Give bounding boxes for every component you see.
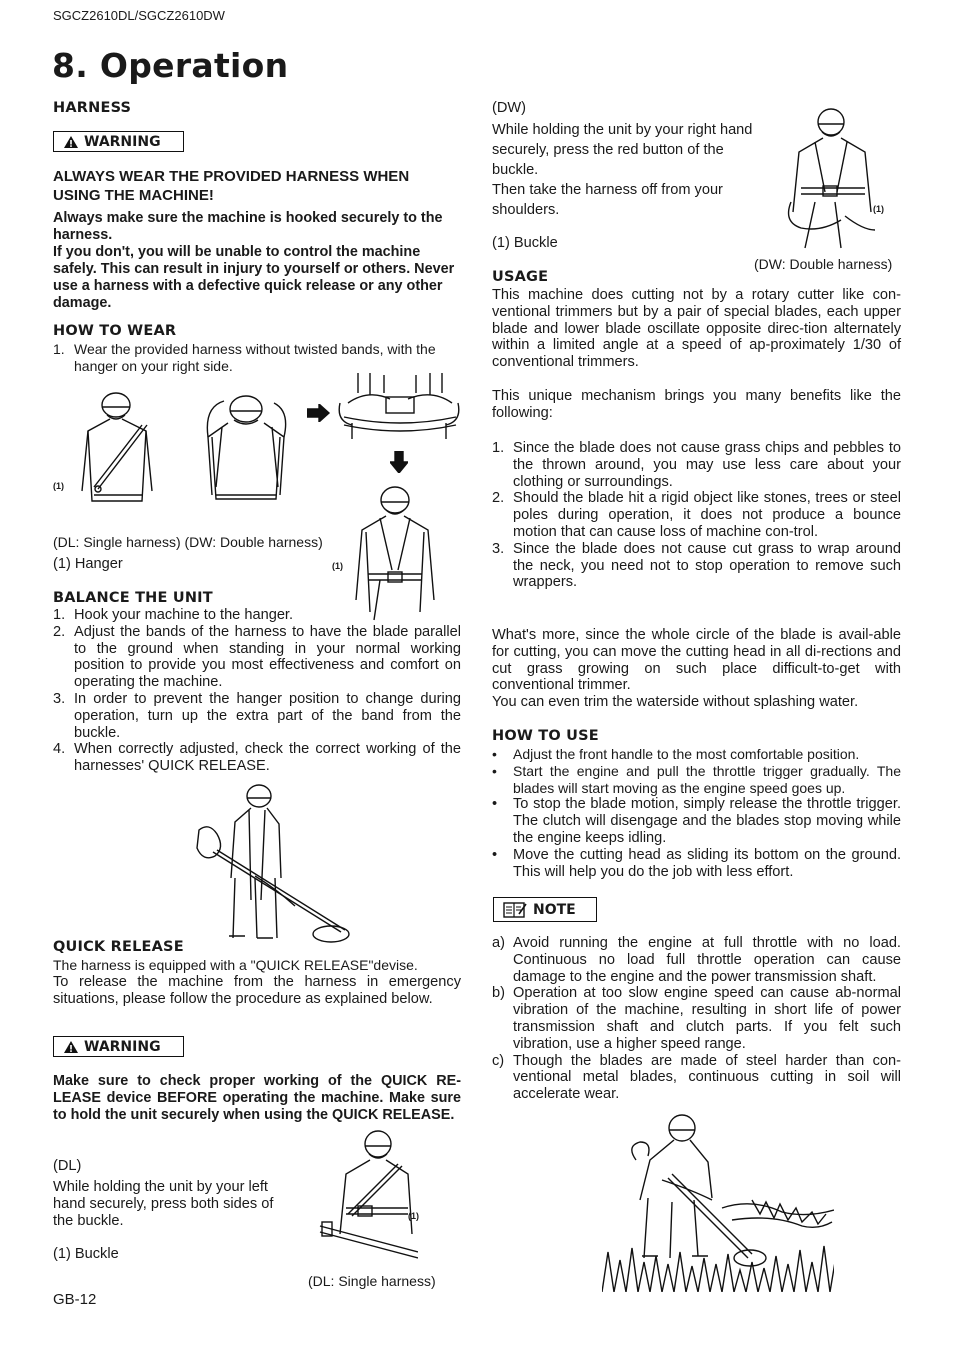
item-text: Adjust the front handle to the most comfortable position.	[513, 746, 860, 762]
item-number: 1.	[53, 607, 66, 623]
hanger-label: (1) Hanger	[53, 556, 123, 572]
how-to-use-list	[492, 746, 901, 880]
item-number: 3.	[492, 540, 505, 557]
warning-text-1: Always make sure the machine is hooked securely to the harness.	[53, 210, 443, 243]
how-to-use-item	[492, 796, 901, 846]
dl-buckle-illustration	[318, 1128, 418, 1268]
note-item	[492, 1053, 901, 1103]
quick-release-text	[53, 957, 461, 1007]
warning-box	[53, 131, 184, 152]
dl-buckle-callout: (1)	[408, 1211, 419, 1221]
hanger-callout-2: (1)	[332, 561, 343, 571]
dl-caption: (DL: Single harness)	[308, 1273, 436, 1289]
balance-heading: BALANCE THE UNIT	[53, 590, 213, 606]
dl-instructions: While holding the unit by your left hand securely, press both sides of the buckle.	[53, 1179, 274, 1229]
quick-release-heading: QUICK RELEASE	[53, 939, 184, 955]
item-text: When correctly adjusted, check the correct working of the harnesses' QUICK RELEASE.	[74, 741, 461, 775]
item-text: Since the blade does not cause cut grass to wrap around the neck, you need not to stop operation to remove such wrappers.	[513, 540, 901, 591]
usage-more-2: You can even trim the waterside without splashing water.	[492, 694, 859, 711]
balance-item	[53, 691, 461, 741]
harness-heading: HARNESS	[53, 100, 132, 116]
benefit-item	[492, 541, 901, 591]
warning-title-line-2: USING THE MACHINE!	[53, 186, 214, 204]
balance-item	[53, 741, 461, 775]
warning-label: WARNING	[84, 1038, 161, 1055]
warning-triangle-icon	[64, 1041, 78, 1053]
usage-intro: This machine does cutting not by a rotary cutter like con-ventional trimmers but by a pair of special blades, each upper blade and lower blade oscillate opposite direc-tion alternately within a limited angle at a speed of ap-proximately 1/30 of conventional trimmers.	[492, 287, 901, 371]
dw-buckle-label: (1) Buckle	[492, 235, 558, 251]
note-item	[492, 985, 901, 1052]
bullet: •	[492, 746, 497, 762]
item-number: 1.	[492, 440, 505, 456]
how-to-use-item	[492, 746, 901, 763]
how-to-use-item	[492, 763, 901, 797]
usage-heading: USAGE	[492, 269, 549, 285]
item-letter: c)	[492, 1052, 505, 1069]
dw-instructions-2: Then take the harness off from your shoulders.	[492, 182, 723, 218]
bullet: •	[492, 762, 497, 779]
buckle-closeup-illustration	[338, 373, 460, 443]
item-letter: b)	[492, 985, 505, 1002]
item-text: Since the blade does not cause grass chips and pebbles to the thrown around, you may use less care about your clothing or surroundings.	[513, 440, 901, 490]
how-to-wear-heading: HOW TO WEAR	[53, 323, 177, 339]
warning-label: WARNING	[84, 133, 161, 150]
note-label: NOTE	[533, 901, 576, 918]
note-item	[492, 935, 901, 985]
dw-instructions	[492, 120, 754, 220]
item-number: 2.	[492, 490, 505, 507]
dw-buckle-illustration	[785, 106, 885, 250]
warning-text-2: If you don't, you will be unable to control the machine safely. This can result in injury to yourself or others. Never use a harness with a defective quick release or any other damage.	[53, 244, 455, 311]
harness-caption: (DL: Single harness) (DW: Double harness)	[53, 534, 323, 550]
warning-box-2	[53, 1036, 184, 1057]
dw-buckle-callout: (1)	[873, 204, 884, 214]
item-number: 2.	[53, 623, 66, 640]
item-text: Adjust the bands of the harness to have the blade parallel to the ground when standing in your normal working position to provide you most effectiveness and comfort on operating the machine.	[74, 623, 461, 691]
operator-cutting-grass-illustration	[602, 1108, 834, 1292]
note-list	[492, 935, 901, 1103]
right-arrow-icon	[307, 404, 331, 422]
item-text: In order to prevent the hanger position to change during operation, turn up the extra part of the band from the buckle.	[74, 690, 461, 741]
step-number: 1.	[53, 341, 65, 357]
dl-buckle-label: (1) Buckle	[53, 1246, 119, 1262]
double-harness-illustration	[350, 482, 440, 622]
quick-release-text-2: To release the machine from the harness in emergency situations, please follow the procedure as explained below.	[53, 973, 461, 1007]
how-to-wear-step-1	[53, 341, 463, 375]
warning-title-line-1: ALWAYS WEAR THE PROVIDED HARNESS WHEN	[53, 168, 410, 185]
how-to-use-heading: HOW TO USE	[492, 728, 599, 744]
usage-more-1: What's more, since the whole circle of the blade is avail-able for cutting, you can move the cutting head in all di-rections and cut grass growing on such place difficult-to-get with conventional trimmer.	[492, 627, 901, 694]
dw-label: (DW)	[492, 100, 527, 116]
item-text: Operation at too slow engine speed can cause ab-normal vibration of the machine, resulting in short life of power transmission shaft and clutch parts. If you felt such vibration, use a higher speed range.	[513, 985, 901, 1052]
item-number: 4.	[53, 741, 66, 758]
down-arrow-icon	[390, 451, 408, 473]
item-text: Though the blades are made of steel harder than con-ventional metal blades, continuous cutting in soil will accelerate wear.	[513, 1052, 901, 1103]
bullet: •	[492, 796, 498, 813]
benefit-item	[492, 490, 901, 540]
operator-with-trimmer-illustration	[195, 780, 355, 950]
item-text: Should the blade hit a rigid object like stones, trees or steel poles during operation, it does not produce a bounce motion that can cause loss of machine con-trol.	[513, 490, 901, 540]
item-number: 3.	[53, 690, 66, 707]
step-text: Wear the provided harness without twisted bands, with the hanger on your right side.	[74, 341, 436, 374]
bullet: •	[492, 846, 498, 863]
warning-triangle-icon	[64, 136, 78, 148]
benefit-item	[492, 440, 901, 490]
balance-list	[53, 607, 461, 775]
item-text: Hook your machine to the hanger.	[74, 607, 294, 623]
item-text: Start the engine and pull the throttle trigger gradually. The blades will start moving as the engine speed goes up.	[513, 762, 901, 796]
item-letter: a)	[492, 935, 505, 951]
usage-benefits-list	[492, 440, 901, 591]
hanger-callout: (1)	[53, 481, 64, 491]
page-title: 8. Operation	[52, 46, 289, 85]
dw-caption: (DW: Double harness)	[754, 256, 893, 272]
dw-instructions-1: While holding the unit by your right hand securely, press the red button of the buckle.	[492, 122, 753, 178]
quick-release-warning-text: Make sure to check proper working of the QUICK RE-LEASE device BEFORE operating the machine. Make sure to hold the unit securely when using the QUICK RELEASE.	[53, 1073, 461, 1123]
item-text: Avoid running the engine at full throttle with no load. Continuous no load full throttle operation can cause damage to the engine and the power transmission shaft.	[513, 935, 901, 985]
usage-benefits-intro: This unique mechanism brings you many benefits like the following:	[492, 388, 901, 421]
model-number: SGCZ2610DL/SGCZ2610DW	[53, 8, 225, 23]
harness-wearing-illustration	[50, 383, 350, 513]
quick-release-text-1: The harness is equipped with a "QUICK RELEASE"devise.	[53, 957, 418, 973]
balance-item	[53, 624, 461, 691]
dl-label: (DL)	[53, 1158, 82, 1174]
note-box	[493, 897, 597, 922]
item-text: Move the cutting head as sliding its bottom on the ground. This will help you do the job with less effort.	[513, 846, 901, 880]
note-book-icon	[503, 902, 527, 918]
item-text: To stop the blade motion, simply release the throttle trigger. The clutch will disengage and the blades stop moving while the engine keeps idling.	[513, 796, 901, 846]
balance-item	[53, 607, 461, 624]
usage-more	[492, 627, 901, 711]
warning-text	[53, 210, 463, 312]
page-number: GB-12	[53, 1291, 97, 1308]
warning-title	[53, 168, 463, 205]
how-to-use-item	[492, 847, 901, 881]
